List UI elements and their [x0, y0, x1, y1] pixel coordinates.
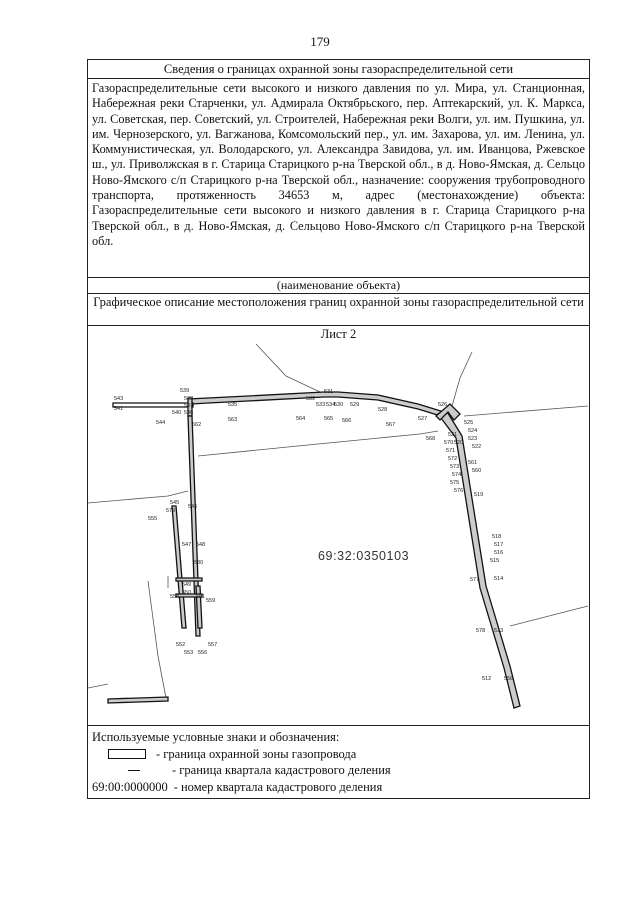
quarter-boundary-line	[452, 352, 472, 406]
quarter-boundary-line	[88, 684, 108, 688]
map-point-label: 518	[492, 534, 502, 540]
legend-item-text: - номер квартала кадастрового деления	[173, 779, 383, 794]
map-point-label: 513	[494, 628, 504, 634]
map-point-label: 548	[196, 542, 206, 548]
map-point-label: 527	[418, 416, 428, 422]
map-point-label: 555	[148, 516, 158, 522]
legend-title: Используемые условные знаки и обозначения:	[92, 730, 340, 744]
map-point-label: 558	[504, 676, 514, 682]
object-description: Газораспределительные сети высокого и низкого давления по ул. Мира, ул. Станционная, Набережная реки Старченки, ул. Адмирала Октябрьского, пер. Аптекарский, ул. К. Маркса, ул. Советская, пер. Советский, ул. Строителей, Набережная реки Волги, ул. им. Пушкина, ул. им. Чернозерского, ул. Вагжанова, Комсомольский пер., ул. им. Захарова, ул. им. Ленина, ул. Коммунистическая, ул. Володарского, ул. Александра Завидова, ул. им. Иванцова, Ржевское ш., ул. Приволжская в г. Старица Старицкого р-на Тверской обл., в д. Ново-Ямская, д. Сельцо Ново-Ямского с/п Старицкого р-на Тверской обл., назначение: сооружения трубопроводного транспорта, протяженность 34653 м, адрес (местонахождение) объекта: Газораспределительные сети высокого и низкого давления в г. Старица Старицкого р-на Тверской обл., в д. Ново-Ямская, д. Сельцово Ново-Ямского с/п Старицкого р-на Тверской обл.	[88, 79, 589, 278]
map-point-label: 562	[192, 422, 202, 428]
map-point-label: 543	[114, 396, 124, 402]
map-point-label: 571	[446, 448, 456, 454]
map-point-label: 529	[350, 402, 360, 408]
map-point-label: 572	[448, 456, 458, 462]
map-point-label: 565	[324, 416, 334, 422]
map-point-label: 580	[194, 560, 204, 566]
page-number: 179	[310, 34, 330, 49]
map-point-label: 524	[468, 428, 478, 434]
quarter-boundary-line	[148, 581, 166, 698]
map-point-label: 556	[198, 650, 208, 656]
map-point-label: 561	[468, 460, 478, 466]
map-point-label: 541	[114, 406, 124, 412]
map-point-label: 574	[452, 472, 462, 478]
map-point-label: 550	[182, 590, 192, 596]
map-point-label: 549	[182, 582, 192, 588]
protection-zone-segment	[108, 697, 168, 703]
legend	[88, 726, 589, 798]
sheet-label: Лист 2	[320, 327, 357, 341]
map-point-label: 525	[464, 420, 474, 426]
map-point-label: 530	[334, 402, 344, 408]
protection-zone-segment	[172, 506, 186, 628]
map-point-label: 523	[468, 436, 478, 442]
map-point-label: 568	[426, 436, 436, 442]
map-point-label: 570	[444, 440, 454, 446]
map-point-label: 537	[184, 403, 194, 409]
map-area	[88, 326, 589, 726]
map-point-label: 521	[448, 432, 458, 438]
legend-item-text: - граница охранной зоны газопровода	[156, 746, 357, 761]
quarter-number-symbol: 69:00:0000000	[92, 779, 168, 794]
map-point-label: 566	[342, 418, 352, 424]
map-point-label: 545	[170, 500, 180, 506]
map-point-label: 532	[306, 396, 316, 402]
legend-item-protection-zone	[92, 746, 583, 763]
map-point-label: 577	[470, 577, 480, 583]
map-point-label: 514	[494, 576, 504, 582]
map-point-label: 539	[180, 388, 190, 394]
map-point-label: 515	[490, 558, 500, 564]
map-point-label: 563	[228, 417, 238, 423]
map-point-label: 534	[326, 402, 336, 408]
quarter-boundary-line	[510, 606, 588, 626]
object-name-caption: (наименование объекта)	[88, 278, 589, 294]
map-point-label: 544	[156, 420, 166, 426]
map-point-label: 522	[472, 444, 482, 450]
protection-zone-segment	[438, 410, 520, 708]
document-frame	[87, 59, 590, 799]
map-point-label: 540	[172, 410, 182, 416]
cadastral-map	[88, 326, 589, 726]
map-point-label: 576	[454, 488, 464, 494]
map-point-label: 538	[184, 396, 194, 402]
map-point-label: 536	[184, 410, 194, 416]
map-point-label: 554	[170, 594, 180, 600]
map-point-label: 533	[316, 402, 326, 408]
map-point-label: 564	[296, 416, 306, 422]
map-point-label: 547	[182, 542, 192, 548]
cadastral-quarter-label: 69:32:0350103	[318, 549, 410, 563]
protection-zone-segment	[176, 578, 202, 581]
map-point-label: 517	[494, 542, 504, 548]
section-title: Сведения о границах охранной зоны газораспределительной сети	[88, 60, 589, 79]
map-point-label: 551	[196, 594, 206, 600]
protection-zone-segment	[113, 403, 193, 407]
map-point-label: 520	[454, 440, 464, 446]
map-point-label: 573	[450, 464, 460, 470]
map-point-label: 553	[184, 650, 194, 656]
map-point-label: 512	[482, 676, 492, 682]
map-point-label: 575	[450, 480, 460, 486]
map-point-label: 557	[208, 642, 218, 648]
map-point-label: 579	[166, 508, 176, 514]
map-point-label: 526	[438, 402, 448, 408]
map-point-label: 578	[476, 628, 486, 634]
map-point-label: 528	[378, 407, 388, 413]
quarter-boundary-line	[198, 431, 438, 456]
map-point-label: 546	[188, 504, 198, 510]
legend-item-text: - граница квартала кадастрового деления	[172, 763, 391, 777]
map-point-label: 519	[474, 492, 484, 498]
map-point-label: 552	[176, 642, 186, 648]
protection-zone-symbol	[108, 749, 146, 759]
quarter-boundary-line	[256, 344, 320, 392]
map-point-label: 531	[324, 389, 334, 395]
map-point-label: 567	[386, 422, 396, 428]
legend-item-quarter-boundary	[92, 762, 583, 779]
quarter-boundary-line	[464, 406, 588, 416]
map-point-label: 560	[472, 468, 482, 474]
map-point-label: 559	[206, 598, 216, 604]
map-point-label: 516	[494, 550, 504, 556]
quarter-boundary-symbol	[128, 770, 140, 771]
graphic-description-title: Графическое описание местоположения границ охранной зоны газораспределительной сети	[88, 294, 589, 326]
map-point-label: 535	[228, 402, 238, 408]
legend-item-quarter-number	[92, 779, 583, 796]
